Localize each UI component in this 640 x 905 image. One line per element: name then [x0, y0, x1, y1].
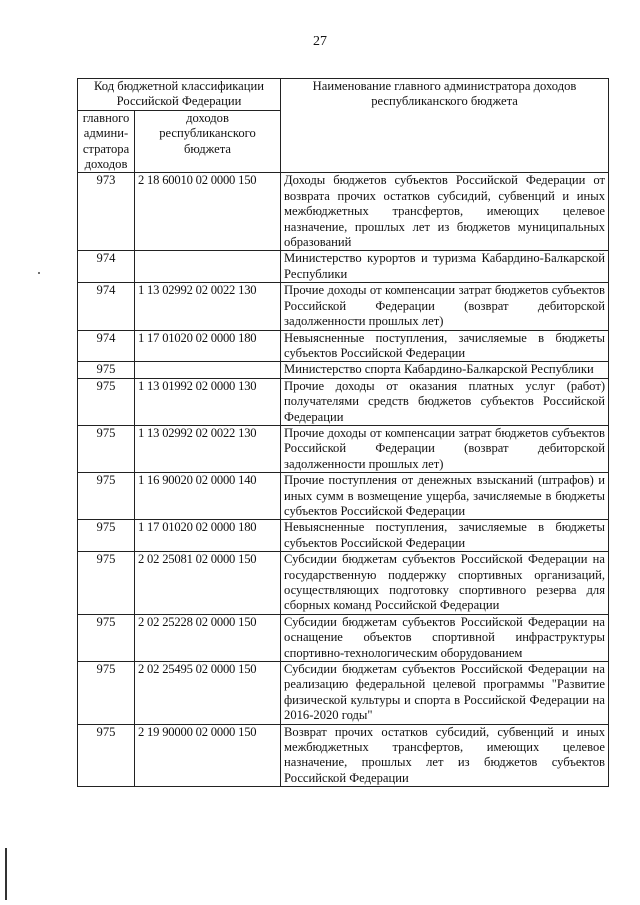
- revenue-name-cell: Прочие доходы от компенсации затрат бюджетов субъектов Российской Федерации (возврат дебиторской задолженности прошлых лет): [281, 425, 609, 472]
- revenue-code-cell: 1 13 02992 02 0022 130: [135, 283, 281, 330]
- table-row: [78, 362, 609, 378]
- revenue-code-cell: 2 02 25081 02 0000 150: [135, 552, 281, 615]
- revenue-code-cell: 1 17 01020 02 0000 180: [135, 520, 281, 552]
- revenue-name-cell: Возврат прочих остатков субсидий, субвенций и иных межбюджетных трансфертов, имеющих целевое назначение, прошлых лет из бюджетов субъектов Российской Федерации: [281, 724, 609, 787]
- admin-code-cell: 975: [78, 520, 135, 552]
- admin-code-cell: 975: [78, 425, 135, 472]
- revenue-name-cell: Субсидии бюджетам субъектов Российской Федерации на реализацию федеральной целевой программы "Развитие физической культуры и спорта в Российской Федерации на 2016-2020 годы": [281, 662, 609, 725]
- budget-classification-table: [77, 78, 609, 787]
- revenue-name-cell: Прочие доходы от компенсации затрат бюджетов субъектов Российской Федерации (возврат дебиторской задолженности прошлых лет): [281, 283, 609, 330]
- table-row: [78, 614, 609, 661]
- admin-code-cell: 975: [78, 362, 135, 378]
- revenue-name-cell: Доходы бюджетов субъектов Российской Федерации от возврата прочих остатков субсидий, субвенций и иных межбюджетных трансфертов, имеющих целевое назначение, прошлых лет из бюджетов муниципальных образований: [281, 173, 609, 251]
- header-row-group: [78, 79, 609, 111]
- revenue-name-cell: Невыясненные поступления, зачисляемые в бюджеты субъектов Российской Федерации: [281, 520, 609, 552]
- revenue-name-cell: Субсидии бюджетам субъектов Российской Федерации на государственную поддержку спортивных организаций, осуществляющих подготовку спортивного резерва для сборных команд Российской Федерации: [281, 552, 609, 615]
- revenue-code-cell: [135, 251, 281, 283]
- revenue-code-cell: 1 16 90020 02 0000 140: [135, 473, 281, 520]
- table-row: [78, 724, 609, 787]
- revenue-code-cell: 1 13 02992 02 0022 130: [135, 425, 281, 472]
- header-group-title: Код бюджетной классификации Российской Федерации: [78, 79, 281, 111]
- header-admin-column: главного админи-стратора доходов: [78, 110, 135, 173]
- revenue-code-cell: 1 17 01020 02 0000 180: [135, 330, 281, 362]
- scan-speck: [38, 272, 40, 274]
- revenue-name-cell: Прочие доходы от оказания платных услуг (работ) получателями средств бюджетов субъектов Российской Федерации: [281, 378, 609, 425]
- revenue-code-cell: 2 18 60010 02 0000 150: [135, 173, 281, 251]
- revenue-name-cell: Субсидии бюджетам субъектов Российской Федерации на оснащение объектов спортивной инфраструктуры спортивно-технологическим оборудованием: [281, 614, 609, 661]
- table-row: [78, 425, 609, 472]
- page-number: 27: [313, 34, 327, 49]
- revenue-code-cell: [135, 362, 281, 378]
- admin-code-cell: 975: [78, 473, 135, 520]
- revenue-code-cell: 1 13 01992 02 0000 130: [135, 378, 281, 425]
- revenue-name-cell: Невыясненные поступления, зачисляемые в бюджеты субъектов Российской Федерации: [281, 330, 609, 362]
- table-row: [78, 520, 609, 552]
- revenue-code-cell: 2 19 90000 02 0000 150: [135, 724, 281, 787]
- admin-code-cell: 975: [78, 552, 135, 615]
- admin-code-cell: 974: [78, 251, 135, 283]
- revenue-code-cell: 2 02 25228 02 0000 150: [135, 614, 281, 661]
- scan-edge-mark: [5, 848, 7, 900]
- header-code-column: доходов республиканского бюджета: [135, 110, 281, 173]
- revenue-name-cell: Министерство курортов и туризма Кабардино-Балкарской Республики: [281, 251, 609, 283]
- admin-code-cell: 975: [78, 614, 135, 661]
- admin-code-cell: 975: [78, 662, 135, 725]
- revenue-name-cell: Министерство спорта Кабардино-Балкарской Республики: [281, 362, 609, 378]
- admin-code-cell: 975: [78, 378, 135, 425]
- table-row: [78, 552, 609, 615]
- table-row: [78, 662, 609, 725]
- admin-code-cell: 974: [78, 283, 135, 330]
- table-row: [78, 173, 609, 251]
- revenue-code-cell: 2 02 25495 02 0000 150: [135, 662, 281, 725]
- table-row: [78, 330, 609, 362]
- admin-code-cell: 974: [78, 330, 135, 362]
- admin-code-cell: 975: [78, 724, 135, 787]
- table-row: [78, 283, 609, 330]
- table-row: [78, 251, 609, 283]
- header-name-column: Наименование главного администратора доходов республиканского бюджета: [281, 79, 609, 173]
- revenue-name-cell: Прочие поступления от денежных взысканий (штрафов) и иных сумм в возмещение ущерба, зачисляемые в бюджеты субъектов Российской Федерации: [281, 473, 609, 520]
- table-row: [78, 378, 609, 425]
- table-row: [78, 473, 609, 520]
- admin-code-cell: 973: [78, 173, 135, 251]
